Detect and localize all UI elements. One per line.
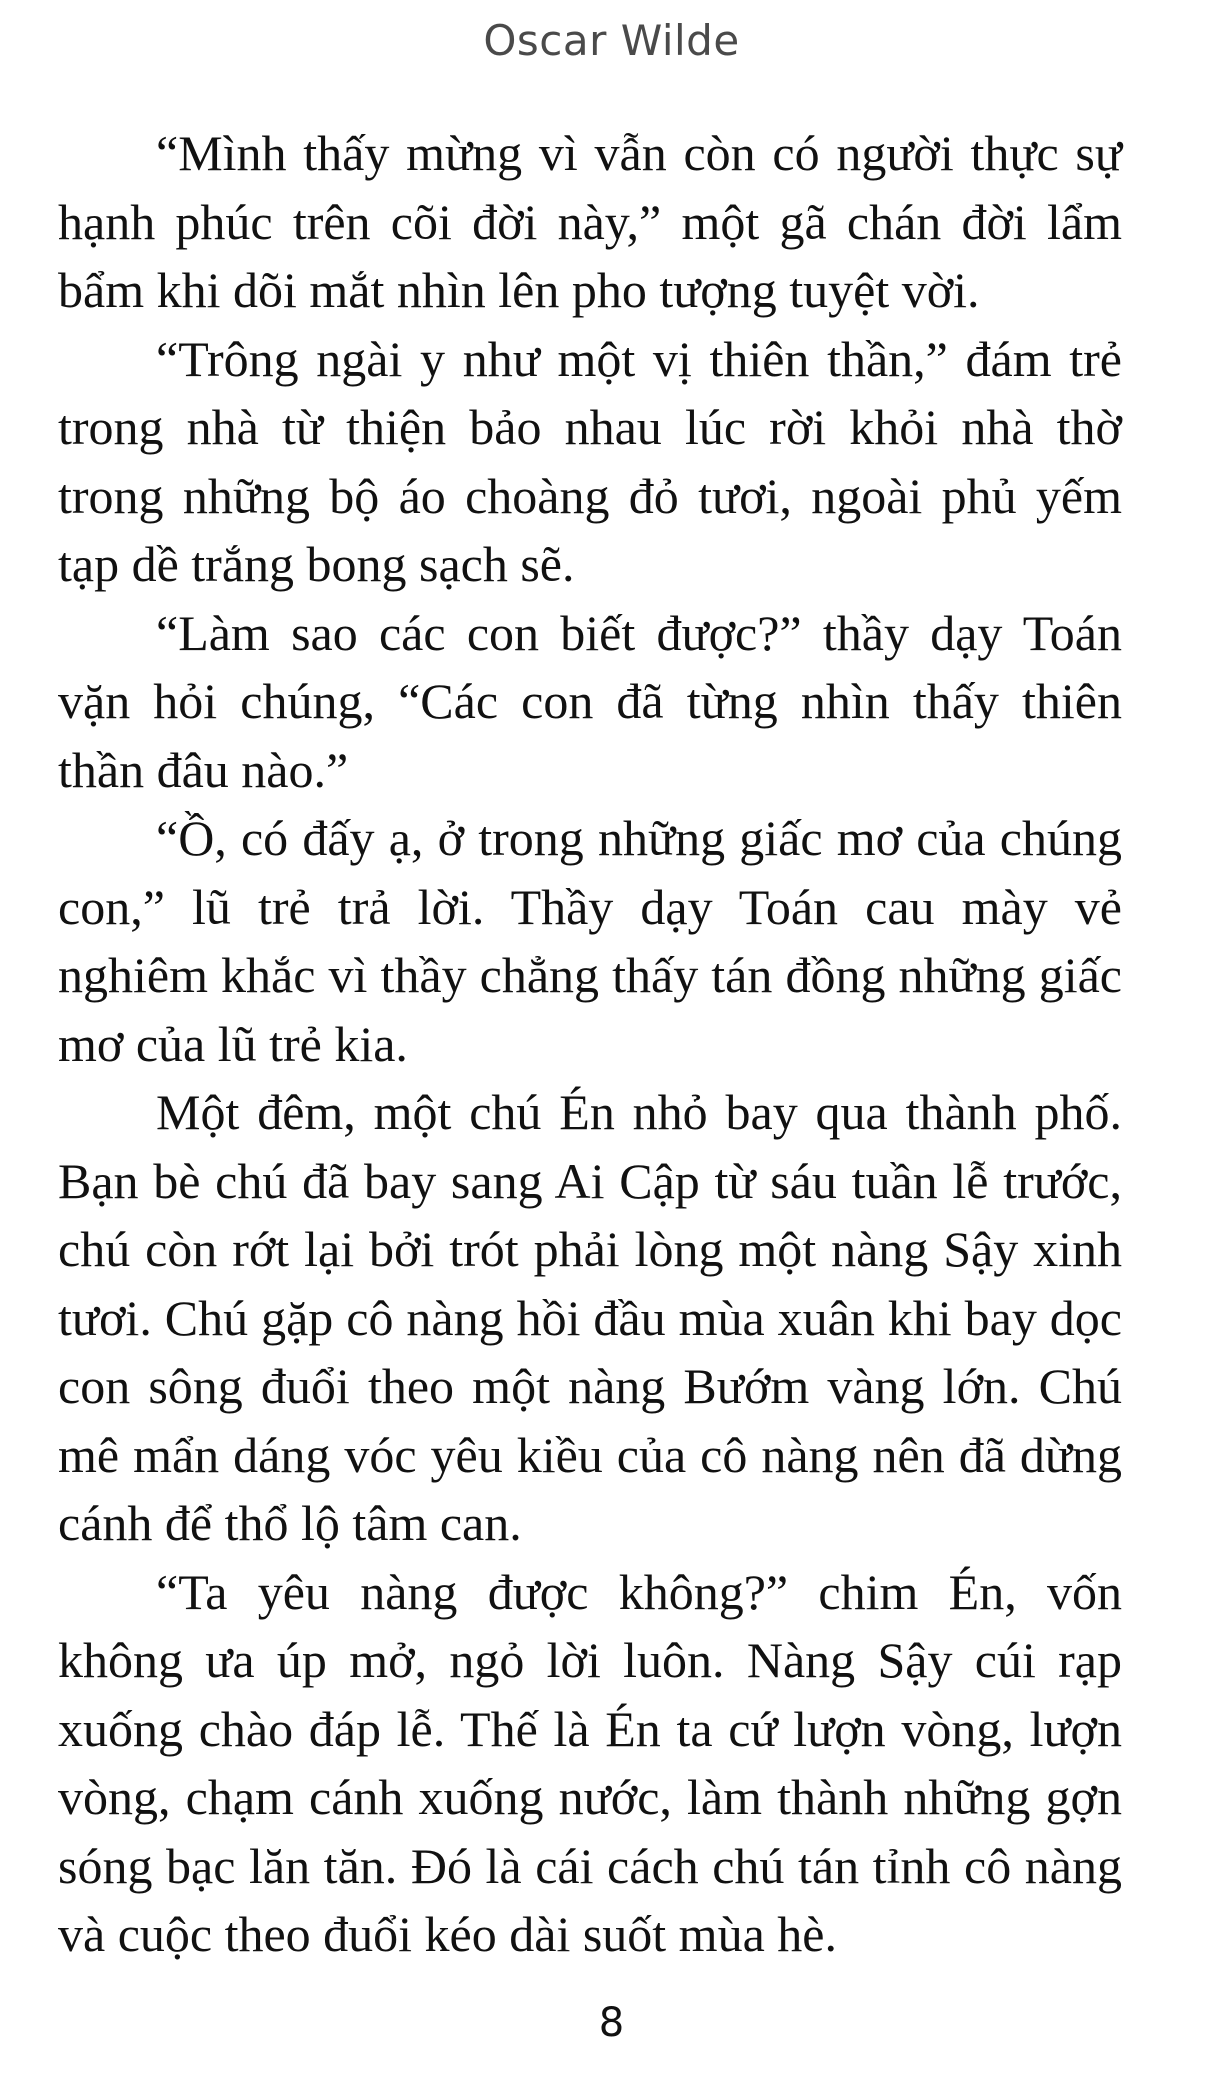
paragraph: Một đêm, một chú Én nhỏ bay qua thành phố. Bạn bè chú đã bay sang Ai Cập từ sáu tuần lễ trước, chú còn rớt lại bởi trót phải lòng một nàng Sậy xinh tươi. Chú gặp cô nàng hồi đầu mùa xuân khi bay dọc con sông đuổi theo một nàng Bướm vàng lớn. Chú mê mẩn dáng vóc yêu kiều của cô nàng nên đã dừng cánh để thổ lộ tâm can. [58, 1084, 1122, 1551]
page-number: 8 [598, 2000, 625, 2046]
paragraph: “Ta yêu nàng được không?” chim Én, vốn không ưa úp mở, ngỏ lời luôn. Nàng Sậy cúi rạp xuống chào đáp lễ. Thế là Én ta cứ lượn vòng, lượn vòng, chạm cánh xuống nước, làm thành những gợn sóng bạc lăn tăn. Đó là cái cách chú tán tỉnh cô nàng và cuộc theo đuổi kéo dài suốt mùa hè. [58, 1563, 1122, 1962]
body-text [58, 119, 1122, 1969]
paragraph: “Ồ, có đấy ạ, ở trong những giấc mơ của chúng con,” lũ trẻ trả lời. Thầy dạy Toán cau mày vẻ nghiêm khắc vì thầy chẳng thấy tán đồng những giấc mơ của lũ trẻ kia. [58, 810, 1122, 1072]
paragraph: “Mình thấy mừng vì vẫn còn có người thực sự hạnh phúc trên cõi đời này,” một gã chán đời lẩm bẩm khi dõi mắt nhìn lên pho tượng tuyệt vời. [58, 125, 1122, 318]
running-header-author: Oscar Wilde [483, 16, 740, 65]
paragraph: “Trông ngài y như một vị thiên thần,” đám trẻ trong nhà từ thiện bảo nhau lúc rời khỏi nhà thờ trong những bộ áo choàng đỏ tươi, ngoài phủ yếm tạp dề trắng bong sạch sẽ. [58, 330, 1122, 592]
paragraph: “Làm sao các con biết được?” thầy dạy Toán vặn hỏi chúng, “Các con đã từng nhìn thấy thiên thần đâu nào.” [58, 604, 1122, 798]
